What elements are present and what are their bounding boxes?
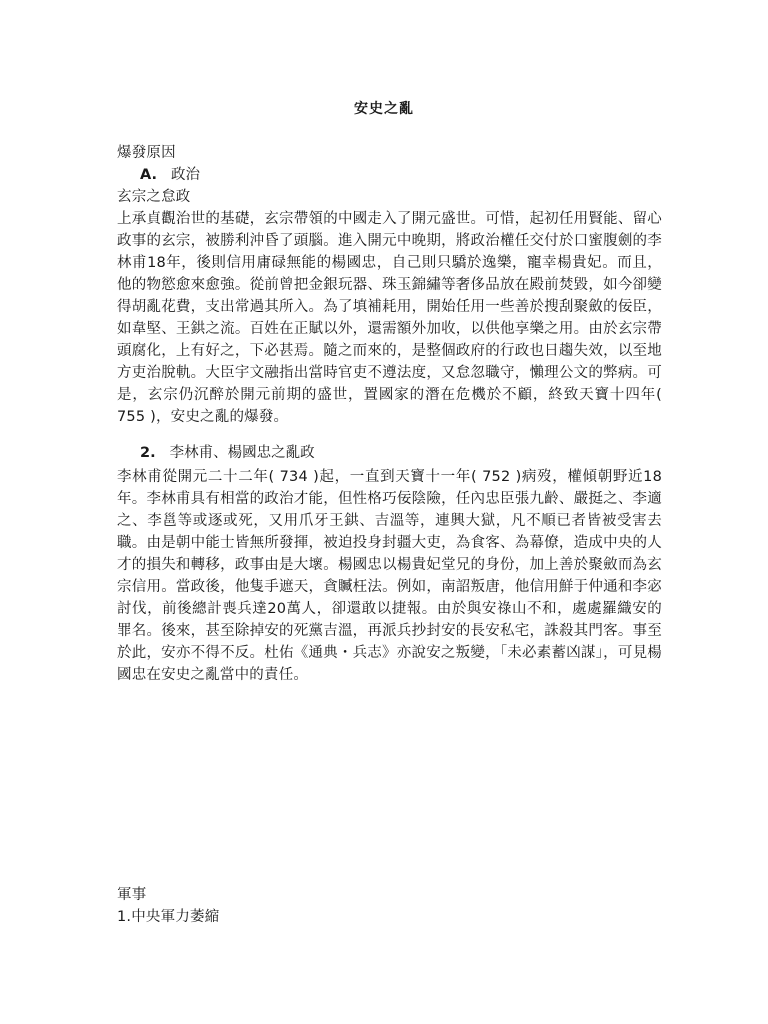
subheading-xuanzong: 玄宗之怠政 (117, 189, 191, 205)
list-item-2 (140, 442, 315, 464)
list-marker-2: 2. (140, 445, 156, 461)
list-item-a-label: 政治 (171, 167, 200, 183)
section-heading-military: 軍事 (117, 887, 147, 903)
section-heading-causes: 爆發原因 (117, 145, 176, 161)
list-item-a (140, 164, 200, 186)
list-item-2-label: 李林甫、楊國忠之亂政 (169, 445, 315, 461)
paragraph-li-yang: 李林甫從開元二十二年( 734 )起，一直到天寶十一年( 752 )病歿，權傾朝野近18年。李林甫具有相當的政治才能，但性格巧佞陰險，任內忠臣張九齡、嚴挺之、李適之、李邕等或逐或死，又用爪牙王鉷、吉溫等，連興大獄，凡不順已者皆被受害去職。由是朝中能士皆無所發揮，被迫投身封疆大吏，為食客、為幕僚，造成中央的人才的損失和轉移，政事由是大壞。楊國忠以楊貴妃堂兄的身份，加上善於聚斂而為玄宗信用。當政後，他隻手遮天，貪贓枉法。例如，南詔叛唐，他信用鮮于仲通和李宓討伐，前後總計喪兵達20萬人，卻還敢以捷報。由於與安祿山不和，處處羅織安的罪名。後來，甚至除掉安的死黨吉溫，再派兵抄封安的長安私宅，誅殺其門客。事至於此，安亦不得不反。杜佑《通典・兵志》亦說安之叛變，「未必素蓄凶謀」，可見楊國忠在安史之亂當中的責任。 (117, 469, 662, 683)
page-title: 安史之亂 (354, 101, 414, 117)
list-marker-a: A. (140, 167, 157, 183)
military-item-1: 1.中央軍力萎縮 (117, 909, 220, 925)
paragraph-xuanzong: 上承貞觀治世的基礎，玄宗帶領的中國走入了開元盛世。可惜，起初任用賢能、留心政事的玄宗，被勝利沖昏了頭腦。進入開元中晚期，將政治權任交付於口蜜腹劍的李林甫18年，後則信用庸碌無能的楊國忠，自己則只驕於逸樂，寵幸楊貴妃。而且，他的物慾愈來愈強。從前曾把金銀玩器、珠玉錦繡等奢侈品放在殿前焚毀，如今卻變得胡亂花費，支出常過其所入。為了填補耗用，開始任用一些善於搜刮聚斂的佞臣，如韋堅、王鉷之流。百姓在正賦以外，還需額外加收，以供他享樂之用。由於玄宗帶頭腐化，上有好之，下必甚焉。隨之而來的，是整個政府的行政也日趨失效，以至地方吏治脫軌。大臣宇文融指出當時官吏不遵法度，又怠忽職守，懶理公文的弊病。可是，玄宗仍沉醉於開元前期的盛世，置國家的潛在危機於不顧，終致天寶十四年( 755 )，安史之亂的爆發。 (117, 211, 662, 425)
